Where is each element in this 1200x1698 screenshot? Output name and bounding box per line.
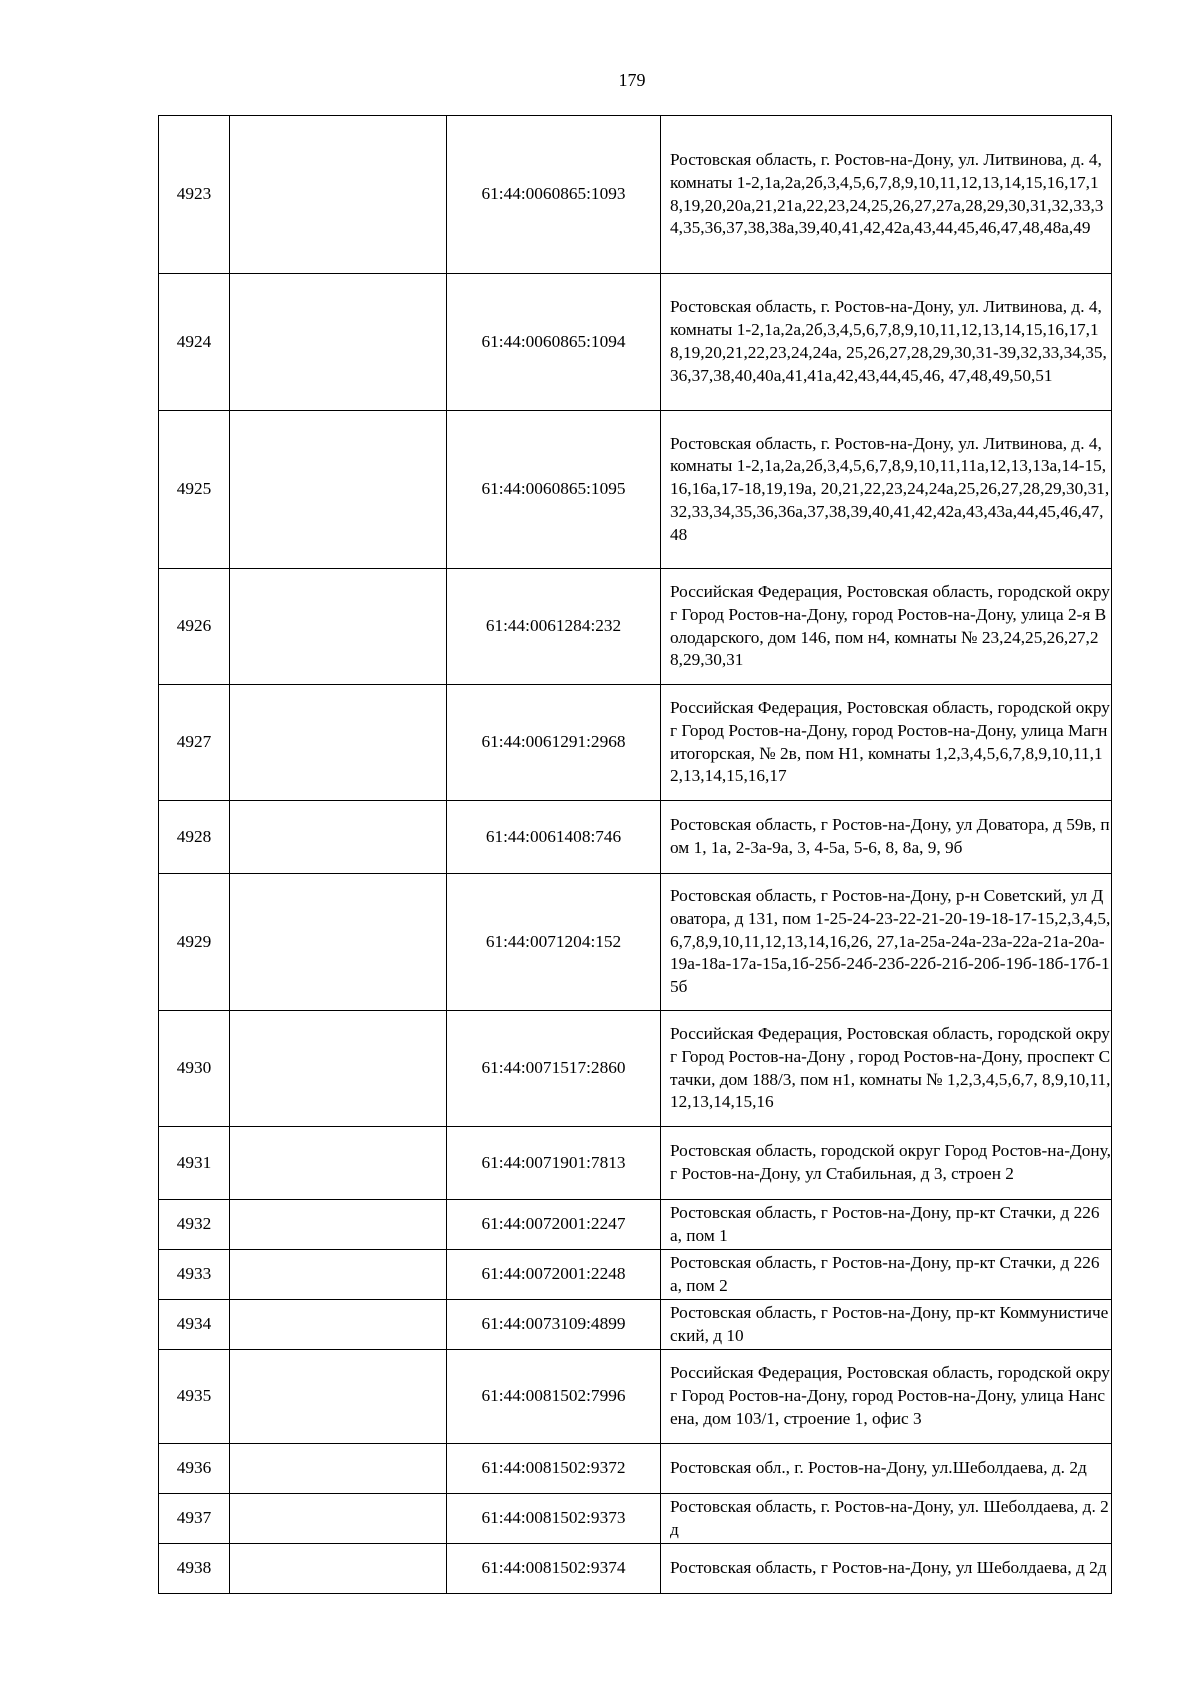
empty-cell <box>230 1300 447 1350</box>
row-number-cell: 4927 <box>159 685 230 801</box>
address-cell: Ростовская область, г. Ростов-на-Дону, ул. Литвинова, д. 4, комнаты 1-2,1а,2а,2б,3,4,5,6,7,8,9,10,11,12,13,14,15,16,17,18,19,20,21,22,23,24,24а, 25,26,27,28,29,30,31-39,32,33,34,35,36,37,38,40,40а,41,41а,42,43,44,45,46, 47,48,49,50,51 <box>661 274 1112 411</box>
cadastral-number-cell: 61:44:0071517:2860 <box>447 1011 661 1127</box>
cadastral-number-cell: 61:44:0073109:4899 <box>447 1300 661 1350</box>
address-cell: Ростовская область, г Ростов-на-Дону, ул Доватора, д 59в, пом 1, 1а, 2-3а-9а, 3, 4-5а, 5-6, 8, 8а, 9, 9б <box>661 801 1112 874</box>
empty-cell <box>230 1200 447 1250</box>
table-row <box>159 1250 1112 1300</box>
address-cell: Ростовская область, г. Ростов-на-Дону, ул. Шеболдаева, д. 2д <box>661 1494 1112 1544</box>
address-cell: Ростовская область, г Ростов-на-Дону, пр-кт Стачки, д 226а, пом 1 <box>661 1200 1112 1250</box>
address-cell: Ростовская область, г. Ростов-на-Дону, ул. Литвинова, д. 4, комнаты 1-2,1а,2а,2б,3,4,5,6,7,8,9,10,11,11а,12,13,13а,14-15,16,16а,17-18,19,19а, 20,21,22,23,24,24а,25,26,27,28,29,30,31,32,33,34,35,36,36а,37,38,39,40,41,42,42а,43,43а,44,45,46,47,48 <box>661 411 1112 569</box>
address-cell: Российская Федерация, Ростовская область, городской округ Город Ростов-на-Дону, город Ростов-на-Дону, улица Нансена, дом 103/1, строение 1, офис 3 <box>661 1350 1112 1444</box>
row-number-cell: 4923 <box>159 116 230 274</box>
table-row <box>159 1011 1112 1127</box>
address-cell: Ростовская область, г Ростов-на-Дону, пр-кт Стачки, д 226а, пом 2 <box>661 1250 1112 1300</box>
table-row <box>159 1444 1112 1494</box>
cadastral-number-cell: 61:44:0081502:9372 <box>447 1444 661 1494</box>
row-number-cell: 4926 <box>159 569 230 685</box>
empty-cell <box>230 569 447 685</box>
empty-cell <box>230 1350 447 1444</box>
empty-cell <box>230 274 447 411</box>
registry-table <box>158 115 1112 1594</box>
empty-cell <box>230 1544 447 1594</box>
row-number-cell: 4928 <box>159 801 230 874</box>
row-number-cell: 4937 <box>159 1494 230 1544</box>
row-number-cell: 4930 <box>159 1011 230 1127</box>
table-row <box>159 569 1112 685</box>
empty-cell <box>230 1444 447 1494</box>
empty-cell <box>230 685 447 801</box>
cadastral-number-cell: 61:44:0060865:1093 <box>447 116 661 274</box>
row-number-cell: 4929 <box>159 874 230 1011</box>
row-number-cell: 4938 <box>159 1544 230 1594</box>
address-cell: Ростовская область, г Ростов-на-Дону, р-н Советский, ул Доватора, д 131, пом 1-25-24-23-22-21-20-19-18-17-15,2,3,4,5,6,7,8,9,10,11,12,13,14,16,26, 27,1а-25а-24а-23а-22а-21а-20а-19а-18а-17а-15а,1б-25б-24б-23б-22б-21б-20б-19б-18б-17б-15б <box>661 874 1112 1011</box>
empty-cell <box>230 1011 447 1127</box>
empty-cell <box>230 874 447 1011</box>
empty-cell <box>230 116 447 274</box>
cadastral-number-cell: 61:44:0061284:232 <box>447 569 661 685</box>
table-row <box>159 1544 1112 1594</box>
cadastral-number-cell: 61:44:0072001:2248 <box>447 1250 661 1300</box>
cadastral-number-cell: 61:44:0061408:746 <box>447 801 661 874</box>
cadastral-number-cell: 61:44:0060865:1095 <box>447 411 661 569</box>
address-cell: Российская Федерация, Ростовская область, городской округ Город Ростов-на-Дону , город Ростов-на-Дону, проспект Стачки, дом 188/3, пом н1, комнаты № 1,2,3,4,5,6,7, 8,9,10,11,12,13,14,15,16 <box>661 1011 1112 1127</box>
cadastral-number-cell: 61:44:0072001:2247 <box>447 1200 661 1250</box>
cadastral-number-cell: 61:44:0081502:9374 <box>447 1544 661 1594</box>
table-row <box>159 874 1112 1011</box>
address-cell: Российская Федерация, Ростовская область, городской округ Город Ростов-на-Дону, город Ростов-на-Дону, улица 2-я Володарского, дом 146, пом н4, комнаты № 23,24,25,26,27,28,29,30,31 <box>661 569 1112 685</box>
registry-table-body <box>159 116 1112 1594</box>
cadastral-number-cell: 61:44:0071901:7813 <box>447 1127 661 1200</box>
table-row <box>159 1127 1112 1200</box>
row-number-cell: 4934 <box>159 1300 230 1350</box>
row-number-cell: 4931 <box>159 1127 230 1200</box>
row-number-cell: 4935 <box>159 1350 230 1444</box>
empty-cell <box>230 1250 447 1300</box>
table-row <box>159 411 1112 569</box>
cadastral-number-cell: 61:44:0081502:7996 <box>447 1350 661 1444</box>
empty-cell <box>230 801 447 874</box>
table-row <box>159 1200 1112 1250</box>
table-row <box>159 1350 1112 1444</box>
row-number-cell: 4936 <box>159 1444 230 1494</box>
cadastral-number-cell: 61:44:0061291:2968 <box>447 685 661 801</box>
row-number-cell: 4933 <box>159 1250 230 1300</box>
table-row <box>159 1494 1112 1544</box>
row-number-cell: 4925 <box>159 411 230 569</box>
table-row <box>159 1300 1112 1350</box>
address-cell: Ростовская область, г Ростов-на-Дону, ул Шеболдаева, д 2д <box>661 1544 1112 1594</box>
table-row <box>159 801 1112 874</box>
empty-cell <box>230 1127 447 1200</box>
address-cell: Ростовская область, городской округ Город Ростов-на-Дону, г Ростов-на-Дону, ул Стабильная, д 3, строен 2 <box>661 1127 1112 1200</box>
row-number-cell: 4932 <box>159 1200 230 1250</box>
cadastral-number-cell: 61:44:0081502:9373 <box>447 1494 661 1544</box>
empty-cell <box>230 1494 447 1544</box>
table-row <box>159 116 1112 274</box>
row-number-cell: 4924 <box>159 274 230 411</box>
address-cell: Ростовская обл., г. Ростов-на-Дону, ул.Шеболдаева, д. 2д <box>661 1444 1112 1494</box>
empty-cell <box>230 411 447 569</box>
table-row <box>159 685 1112 801</box>
cadastral-number-cell: 61:44:0071204:152 <box>447 874 661 1011</box>
cadastral-number-cell: 61:44:0060865:1094 <box>447 274 661 411</box>
address-cell: Ростовская область, г Ростов-на-Дону, пр-кт Коммунистический, д 10 <box>661 1300 1112 1350</box>
table-row <box>159 274 1112 411</box>
address-cell: Ростовская область, г. Ростов-на-Дону, ул. Литвинова, д. 4, комнаты 1-2,1а,2а,2б,3,4,5,6,7,8,9,10,11,12,13,14,15,16,17,18,19,20,20а,21,21а,22,23,24,25,26,27,27а,28,29,30,31,32,33,34,35,36,37,38,38а,39,40,41,42,42а,43,44,45,46,47,48,48а,49 <box>661 116 1112 274</box>
page-number: 179 <box>618 70 646 90</box>
address-cell: Российская Федерация, Ростовская область, городской округ Город Ростов-на-Дону, город Ростов-на-Дону, улица Магнитогорская, № 2в, пом Н1, комнаты 1,2,3,4,5,6,7,8,9,10,11,12,13,14,15,16,17 <box>661 685 1112 801</box>
